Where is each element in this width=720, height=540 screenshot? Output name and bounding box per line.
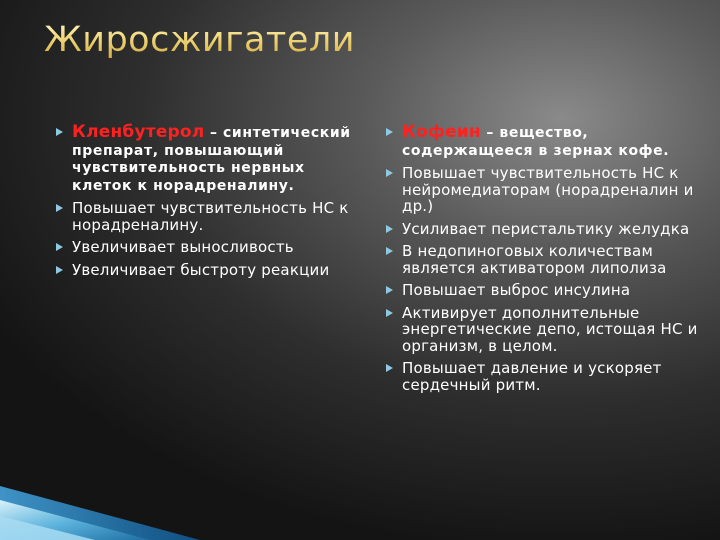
- list-item-text: Усиливает перистальтику желудка: [402, 219, 690, 238]
- right-column: [384, 124, 700, 399]
- list-item-text: Повышает давление и ускоряет сердечный ритм.: [402, 359, 662, 394]
- bullet-arrow-icon: [386, 286, 393, 294]
- slide-title: Жиросжигатели: [44, 20, 355, 60]
- list-item: [54, 262, 354, 279]
- list-item: [384, 243, 700, 276]
- list-item: [54, 200, 354, 233]
- list-item: [54, 124, 354, 194]
- list-item: [54, 239, 354, 256]
- list-item: [384, 165, 700, 215]
- list-item-text: Повышает выброс инсулина: [402, 281, 631, 299]
- bullet-arrow-icon: [386, 309, 393, 317]
- list-item: [384, 282, 700, 299]
- list-item: [384, 221, 700, 238]
- left-column: [54, 124, 354, 284]
- term-definition: – синтетический препарат, повышающий чувствительность нервных клеток к норадреналину.: [72, 125, 351, 194]
- bullet-arrow-icon: [56, 204, 63, 212]
- list-item-text: Повышает чувствительность НС к норадреналину.: [72, 199, 349, 234]
- caffeine-list: [384, 124, 700, 393]
- bullet-arrow-icon: [386, 128, 393, 136]
- term-highlight: Кленбутерол: [72, 122, 205, 142]
- list-item: [384, 360, 700, 393]
- term-highlight: Кофеин: [402, 122, 481, 142]
- list-item-text: Повышает чувствительность НС к нейромедиаторам (норадреналин и др.): [402, 164, 694, 215]
- list-item-text: Увеличивает быстроту реакции: [72, 260, 330, 279]
- list-item: [384, 124, 700, 159]
- corner-decoration: [0, 450, 240, 540]
- bullet-arrow-icon: [386, 364, 393, 372]
- term-definition: – вещество, содержащееся в зернах кофе.: [402, 125, 670, 159]
- clenbuterol-list: [54, 124, 354, 278]
- bullet-arrow-icon: [56, 243, 63, 251]
- list-item-text: Увеличивает выносливость: [72, 238, 294, 256]
- bullet-arrow-icon: [386, 247, 393, 255]
- bullet-arrow-icon: [386, 169, 393, 177]
- list-item-text: В недопиноговых количествам является активатором липолиза: [402, 242, 667, 277]
- bullet-arrow-icon: [56, 266, 63, 274]
- list-item: [384, 305, 700, 355]
- bullet-arrow-icon: [386, 225, 393, 233]
- bullet-arrow-icon: [56, 128, 63, 136]
- list-item-text: Активирует дополнительные энергетические депо, истощая НС и организм, в целом.: [402, 303, 698, 355]
